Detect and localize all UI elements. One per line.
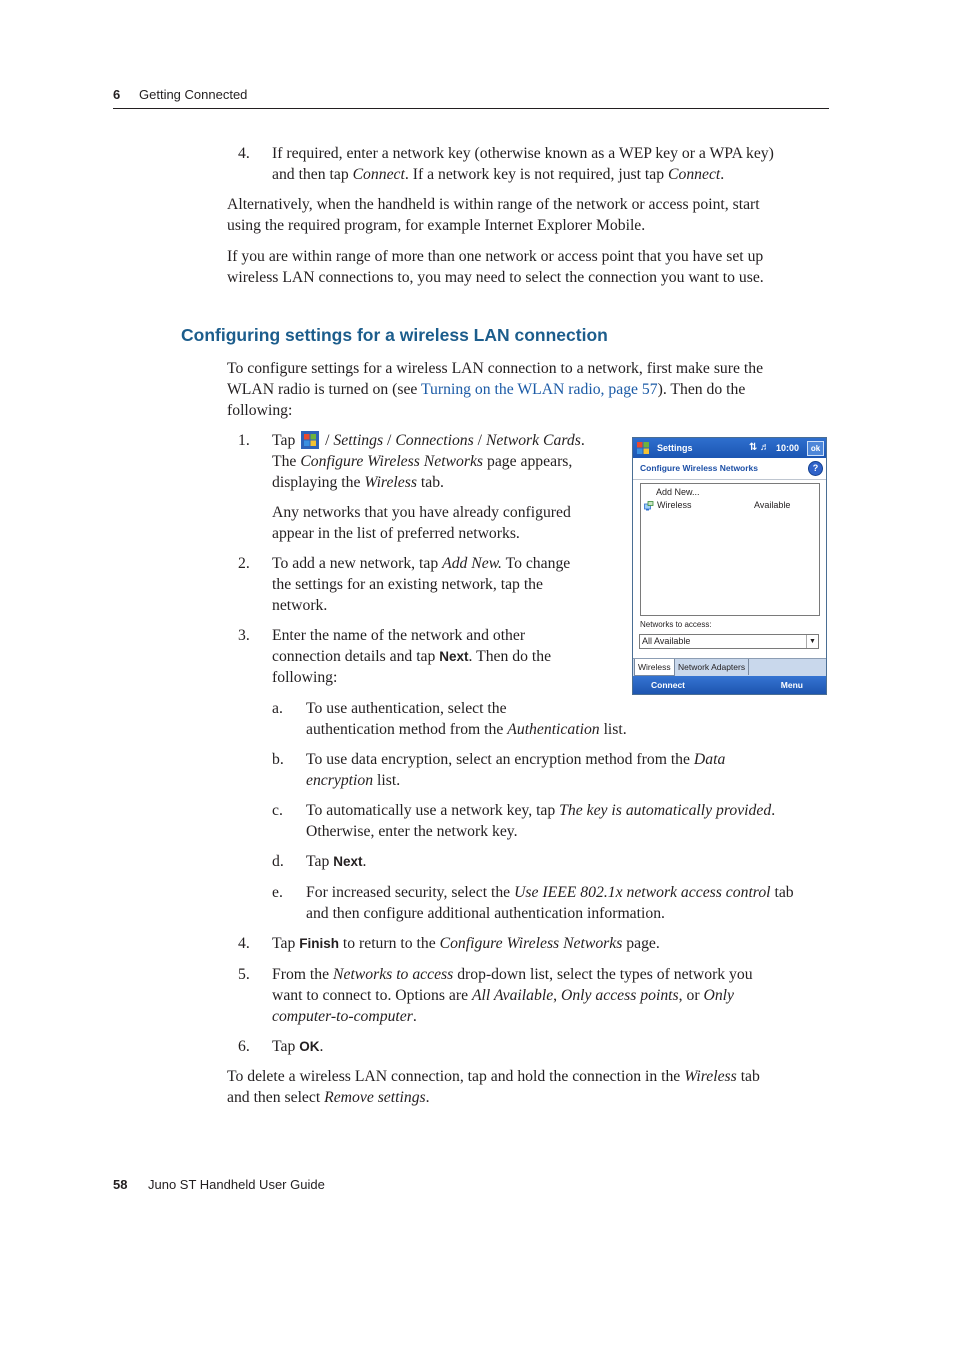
device-screenshot — [632, 437, 827, 695]
guide-title: Juno ST Handheld User Guide — [148, 1177, 325, 1192]
networks-to-access-dropdown[interactable] — [639, 634, 819, 649]
section-intro: To configure settings for a wireless LAN connection to a network, first make sure the WLAN radio is turned on (see Turning on the WLAN radio, page 57). Then do the following: — [227, 360, 764, 419]
chapter-title: Getting Connected — [139, 87, 248, 102]
device-title: Settings — [657, 443, 693, 453]
windows-logo-icon[interactable] — [636, 441, 650, 455]
signal-icon: ⇅ — [749, 442, 758, 453]
device-tab-bar — [633, 658, 826, 677]
chevron-down-icon[interactable]: ▼ — [806, 635, 818, 648]
paragraph-multiple-networks: If you are within range of more than one network or access point that you have set up wireless LAN connections to, you may need to select the connection you want to use. — [227, 248, 764, 286]
dropdown-value: All Available — [642, 636, 691, 646]
menu-softkey[interactable]: Menu — [780, 680, 803, 690]
help-icon[interactable]: ? — [808, 461, 823, 476]
device-titlebar — [633, 438, 826, 458]
chapter-number: 6 — [113, 87, 121, 102]
network-list-item[interactable] — [642, 500, 818, 512]
tab-network-adapters[interactable]: Network Adapters — [674, 659, 749, 675]
page-number: 58 — [113, 1177, 128, 1192]
section-heading: Configuring settings for a wireless LAN connection — [181, 325, 608, 345]
device-page-title: Configure Wireless Networks — [640, 463, 759, 473]
tab-wireless[interactable]: Wireless — [634, 659, 675, 676]
network-icon — [644, 501, 654, 511]
connect-softkey[interactable]: Connect — [651, 680, 685, 690]
header-rule — [113, 108, 829, 109]
device-page-header — [633, 459, 826, 480]
running-header — [113, 87, 248, 102]
ok-button[interactable]: ok — [807, 441, 824, 456]
closing-paragraph: To delete a wireless LAN connection, tap and hold the connection in the Wireless tab and then select Remove settings. — [227, 1068, 760, 1106]
network-status: Available — [754, 500, 791, 510]
networks-list[interactable] — [640, 483, 820, 616]
clock[interactable]: 10:00 — [776, 443, 800, 453]
wlan-radio-link[interactable]: Turning on the WLAN radio, page 57 — [421, 381, 658, 398]
add-new-item[interactable]: Add New... — [656, 487, 700, 497]
paragraph-alternatively: Alternatively, when the handheld is within range of the network or access point, start using the required program, for example Internet Explorer Mobile. — [227, 196, 760, 234]
speaker-icon[interactable]: ♬ — [760, 442, 770, 453]
device-softkey-bar — [633, 676, 826, 694]
page-footer — [113, 1177, 325, 1192]
windows-start-icon — [301, 431, 319, 449]
networks-to-access-label: Networks to access: — [640, 620, 712, 629]
network-name: Wireless — [657, 500, 692, 510]
